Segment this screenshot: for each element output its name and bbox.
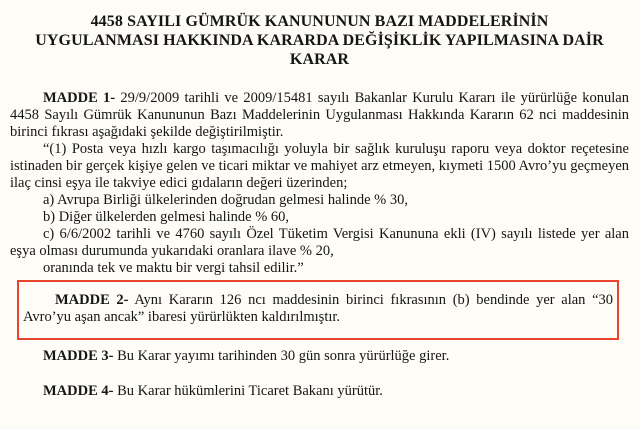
article-madde3 bbox=[10, 348, 629, 365]
article-madde1-text: 29/9/2009 tarihli ve 2009/15481 sayılı Bakanlar Kurulu Kararı ile yürürlüğe konulan 4458 Sayılı Gümrük Kanununun Bazı Maddelerinin Uygulanması Hakkında Kararın 62 nci maddesinin birinci fıkrası aşağıdaki şekilde değiştirilmiştir. bbox=[10, 90, 629, 140]
list-item-c bbox=[10, 226, 629, 260]
highlight-box bbox=[17, 280, 619, 340]
article-madde3-label: MADDE 3- bbox=[43, 348, 114, 364]
article-madde2-text: Aynı Kararın 126 ncı maddesinin birinci fıkrasının (b) bendinde yer alan “30 Avro’yu aşan ancak” ibaresi yürürlükten kaldırılmıştır. bbox=[23, 292, 614, 325]
list-item-b bbox=[10, 209, 629, 226]
article-madde1 bbox=[10, 90, 629, 141]
title-line-2: UYGULANMASI HAKKINDA KARARDA DEĞİŞİKLİK YAPILMASINA DAİR bbox=[35, 32, 604, 49]
document-title bbox=[16, 12, 623, 69]
article-madde4-text: Bu Karar hükümlerini Ticaret Bakanı yürütür. bbox=[117, 383, 383, 399]
article-madde2 bbox=[23, 292, 613, 326]
article-madde2-label: MADDE 2- bbox=[55, 292, 129, 308]
title-line-1: 4458 SAYILI GÜMRÜK KANUNUNUN BAZI MADDELERİNİN bbox=[90, 13, 549, 30]
quoted-clause-paragraph bbox=[10, 141, 629, 192]
article-madde4 bbox=[10, 383, 629, 400]
closing-line bbox=[10, 260, 629, 277]
list-item-b-text: b) Diğer ülkelerden gelmesi halinde % 60, bbox=[43, 209, 290, 225]
article-madde1-label: MADDE 1- bbox=[43, 90, 116, 106]
list-item-a bbox=[10, 192, 629, 209]
title-line-3: KARAR bbox=[289, 51, 350, 68]
quoted-clause-text: “(1) Posta veya hızlı kargo taşımacılığı yoluyla bir sağlık kuruluşu raporu veya doktor reçetesine istinaden bir gerçek kişiye gelen ve ticari miktar ve mahiyet arz etmeyen, kıymeti 1500 Avro’yu geçmeyen ilaç cinsi eşya ile takviye edici gıdaların değeri üzerinden; bbox=[10, 141, 629, 191]
article-madde4-label: MADDE 4- bbox=[43, 383, 114, 399]
closing-line-text: oranında tek ve maktu bir vergi tahsil edilir.” bbox=[43, 260, 304, 276]
article-madde3-text: Bu Karar yayımı tarihinden 30 gün sonra yürürlüğe girer. bbox=[117, 348, 450, 364]
list-item-a-text: a) Avrupa Birliği ülkelerinden doğrudan gelmesi halinde % 30, bbox=[43, 192, 408, 208]
list-item-c-text: c) 6/6/2002 tarihli ve 4760 sayılı Özel Tüketim Vergisi Kanununa ekli (IV) sayılı listede yer alan eşya olması durumunda yukarıdaki oranlara ilave % 20, bbox=[10, 226, 629, 259]
